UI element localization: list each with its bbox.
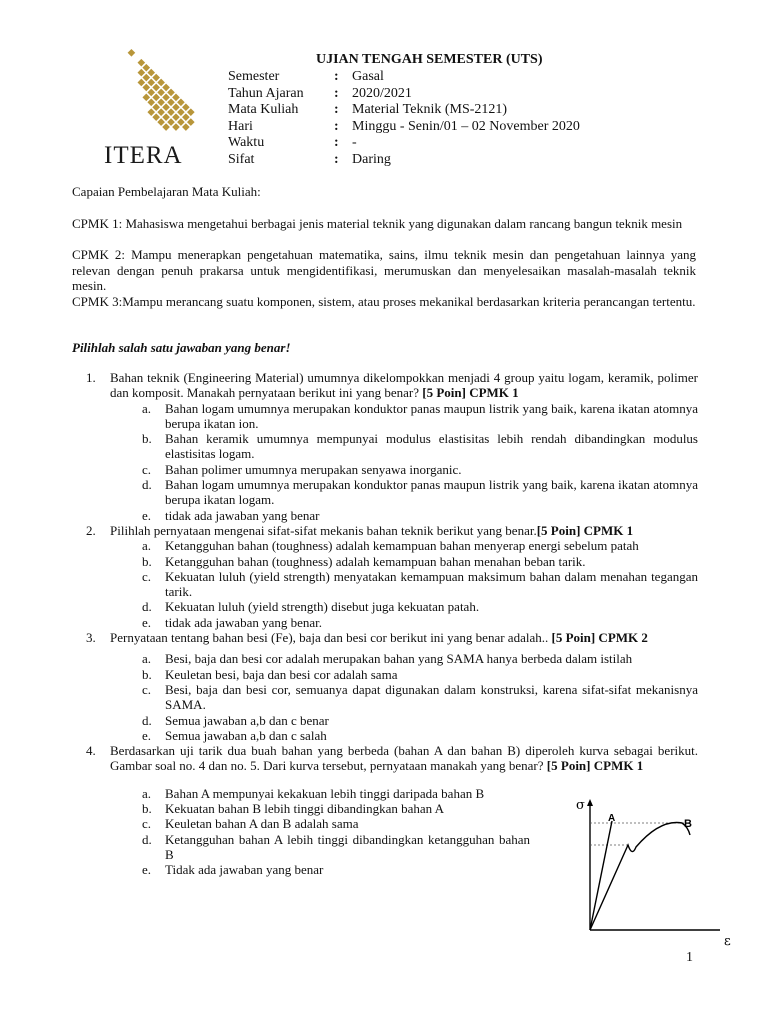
meta-value: Gasal <box>352 69 384 84</box>
meta-colon: : <box>334 69 339 84</box>
meta-label: Hari <box>228 118 253 134</box>
logo-cell <box>187 118 195 126</box>
option-text: Semua jawaban a,b dan c benar <box>165 712 329 728</box>
meta-colon: : <box>334 118 339 134</box>
meta-row-waktu <box>228 135 580 152</box>
option-text: Ketangguhan bahan (toughness) adalah kemampuan bahan menyerap energi sebelum patah <box>165 538 639 554</box>
logo-cell <box>177 118 185 126</box>
label-a: A <box>608 813 616 824</box>
option-list <box>110 786 530 878</box>
meta-row-sifat <box>228 152 580 169</box>
logo-cell <box>157 89 165 97</box>
logo-cell <box>128 49 136 57</box>
option-e[interactable] <box>110 615 698 630</box>
logo-cell <box>172 123 180 131</box>
meta-label: Mata Kuliah <box>228 102 299 117</box>
logo-cell <box>182 113 190 121</box>
option-c[interactable] <box>110 682 698 713</box>
label-b: B <box>684 818 692 830</box>
meta-value: Minggu - Senin/01 – 02 November 2020 <box>352 118 580 134</box>
option-letter: e. <box>142 727 152 743</box>
option-text: Bahan logam umumnya merupakan konduktor panas maupun listrik yang baik, karena ikatan atomnya berupa ikatan ion. <box>165 400 698 431</box>
option-c[interactable] <box>110 569 698 600</box>
option-text: tidak ada jawaban yang benar. <box>165 614 323 630</box>
logo-cell <box>142 84 150 92</box>
logo-cell <box>152 84 160 92</box>
option-letter: c. <box>142 681 152 697</box>
curve-a <box>590 821 612 930</box>
option-letter: d. <box>142 831 152 847</box>
option-letter: a. <box>142 538 152 554</box>
question-1 <box>72 370 698 523</box>
option-text: Semua jawaban a,b dan c salah <box>165 727 327 743</box>
option-text: Bahan logam umumnya merupakan konduktor panas maupun listrik yang baik, karena ikatan atomnya berupa ikatan logam. <box>165 477 698 508</box>
option-c[interactable] <box>110 462 698 477</box>
meta-row-hari <box>228 119 580 136</box>
option-letter: a. <box>142 785 152 801</box>
logo-text: ITERA <box>104 142 183 169</box>
curve-b <box>590 823 690 931</box>
logo-cell <box>152 94 160 102</box>
exam-title: UJIAN TENGAH SEMESTER (UTS) <box>316 52 543 67</box>
meta-value: Daring <box>352 151 391 167</box>
option-letter: d. <box>142 712 152 728</box>
meta-row-mata-kuliah <box>228 102 580 119</box>
question-2 <box>72 523 698 630</box>
option-e[interactable] <box>110 862 530 877</box>
option-b[interactable] <box>110 667 698 682</box>
logo-cell <box>138 79 146 87</box>
question-text <box>110 370 698 401</box>
cpmk-1: CPMK 1: Mahasiswa mengetahui berbagai jenis material teknik yang digunakan dalam rancang bangun teknik mesin <box>72 216 683 231</box>
logo-cell <box>152 103 160 111</box>
question-prompt: Pilihlah pernyataan mengenai sifat-sifat mekanis bahan teknik berikut yang benar. <box>110 522 537 538</box>
logo-cells <box>108 49 200 141</box>
logo-cell <box>147 89 155 97</box>
logo-cell <box>167 89 175 97</box>
logo-cell <box>162 113 170 121</box>
question-text <box>110 630 698 645</box>
question-prompt: Pernyataan tentang bahan besi (Fe), baja dan besi cor berikut ini yang benar adalah.. <box>110 630 552 646</box>
option-letter: d. <box>142 599 152 615</box>
logo-cell <box>147 79 155 87</box>
option-text: Ketangguhan bahan (toughness) adalah kemampuan bahan menahan beban tarik. <box>165 553 586 569</box>
option-letter: b. <box>142 553 152 569</box>
question-tag: [5 Poin] CPMK 1 <box>546 758 644 774</box>
option-a[interactable] <box>110 538 698 553</box>
option-letter: a. <box>142 651 152 667</box>
x-axis-symbol: ε <box>724 934 731 949</box>
logo-cell <box>157 79 165 87</box>
question-prompt: Bahan teknik (Engineering Material) umumnya dikelompokkan menjadi 4 group yaitu logam, keramik, polimer dan komposit. Manakah pernyataan berikut ini yang benar? <box>110 370 698 401</box>
logo-cell <box>167 108 175 116</box>
logo-cell <box>187 108 195 116</box>
exam-meta <box>228 69 580 168</box>
option-letter: c. <box>142 568 152 584</box>
meta-colon: : <box>334 102 339 117</box>
option-a[interactable] <box>110 651 698 666</box>
y-axis-symbol: σ <box>576 798 585 813</box>
option-e[interactable] <box>110 508 698 523</box>
question-number: 4. <box>86 743 96 759</box>
page-number: 1 <box>686 950 693 965</box>
logo-cell <box>142 64 150 72</box>
meta-row-semester <box>228 69 580 86</box>
logo-cell <box>177 98 185 106</box>
option-text: Kekuatan bahan B lebih tinggi dibandingkan bahan A <box>165 801 445 817</box>
logo-cell <box>167 98 175 106</box>
option-text: Besi, baja dan besi cor adalah merupakan bahan yang SAMA hanya berbeda dalam istilah <box>165 651 633 667</box>
option-b[interactable] <box>110 554 698 569</box>
option-text: Bahan A mempunyai kekakuan lebih tinggi daripada bahan B <box>165 785 485 801</box>
logo-cell <box>162 84 170 92</box>
option-text: Tidak ada jawaban yang benar <box>165 862 324 878</box>
meta-label: Sifat <box>228 151 255 167</box>
option-text: Keuletan bahan A dan B adalah sama <box>165 816 359 832</box>
option-b[interactable] <box>110 431 698 462</box>
stress-strain-figure <box>570 795 750 955</box>
meta-colon: : <box>334 85 339 101</box>
option-letter: b. <box>142 666 152 682</box>
meta-value: Material Teknik (MS-2121) <box>352 102 508 117</box>
question-tag: [5 Poin] CPMK 1 <box>536 522 634 538</box>
logo-cell <box>152 113 160 121</box>
option-letter: c. <box>142 461 152 477</box>
question-prompt: Berdasarkan uji tarik dua buah bahan yang berbeda (bahan A dan bahan B) diperoleh kurva sebagai berikut. Gambar soal no. 4 dan no. 5. Dari kurva tersebut, pernyataan manakah yang benar? <box>110 743 698 774</box>
instruction: Pilihlah salah satu jawaban yang benar! <box>72 340 291 355</box>
option-b[interactable] <box>110 801 530 816</box>
question-text <box>110 523 698 538</box>
meta-colon: : <box>334 151 339 167</box>
logo-cell <box>167 118 175 126</box>
option-text: Ketangguhan bahan A lebih tinggi dibandingkan ketangguhan bahan B <box>165 831 530 862</box>
logo-cell <box>142 94 150 102</box>
cpmk-2: CPMK 2: Mampu menerapkan pengetahuan matematika, sains, ilmu teknik mesin dan pengetahuan lainnya yang relevan dengan penuh prakarsa untuk mengidentifikasi, merumuskan dan menyelesaikan masalah-masalah teknik mesin. <box>72 247 696 293</box>
option-letter: b. <box>142 801 152 817</box>
intro-text: Capaian Pembelajaran Mata Kuliah: <box>72 184 261 199</box>
logo-cell <box>162 123 170 131</box>
question-3 <box>72 630 698 743</box>
option-d[interactable] <box>110 477 698 508</box>
logo-cell <box>172 94 180 102</box>
option-text: Keuletan besi, baja dan besi cor adalah sama <box>165 666 398 682</box>
option-a[interactable] <box>110 401 698 432</box>
logo-cell <box>157 98 165 106</box>
option-text: tidak ada jawaban yang benar <box>165 507 320 523</box>
option-letter: c. <box>142 816 152 832</box>
option-letter: b. <box>142 431 152 447</box>
option-letter: e. <box>142 862 152 878</box>
logo-cell <box>147 69 155 77</box>
question-text <box>110 743 698 774</box>
meta-value: 2020/2021 <box>352 85 412 101</box>
option-e[interactable] <box>110 728 698 743</box>
option-d[interactable] <box>110 832 530 863</box>
option-letter: e. <box>142 614 152 630</box>
meta-colon: : <box>334 135 339 150</box>
logo-cell <box>142 74 150 82</box>
logo-cell <box>182 123 190 131</box>
meta-row-tahun-ajaran <box>228 86 580 103</box>
option-text: Kekuatan luluh (yield strength) disebut juga kekuatan patah. <box>165 599 480 615</box>
cpmk-3: CPMK 3:Mampu merancang suatu komponen, sistem, atau proses mekanikal berdasarkan kriteria perancangan tertentu. <box>72 294 696 309</box>
y-axis-arrow <box>587 799 593 806</box>
meta-label: Tahun Ajaran <box>228 85 304 101</box>
option-letter: e. <box>142 507 152 523</box>
option-letter: a. <box>142 400 152 416</box>
logo-cell <box>152 74 160 82</box>
logo-cell <box>147 108 155 116</box>
meta-label: Semester <box>228 69 280 84</box>
question-tag: [5 Poin] CPMK 1 <box>422 385 519 401</box>
option-text: Besi, baja dan besi cor, semuanya dapat digunakan dalam konstruksi, karena sifat-sifat mekanisnya SAMA. <box>165 681 698 713</box>
option-letter: d. <box>142 477 152 493</box>
logo-cell <box>162 94 170 102</box>
logo-cell <box>138 59 146 67</box>
option-list <box>110 401 698 523</box>
logo-cell <box>172 113 180 121</box>
logo-cell <box>162 103 170 111</box>
logo-cell <box>172 103 180 111</box>
meta-label: Waktu <box>228 135 265 150</box>
question-number: 3. <box>86 630 96 646</box>
option-list <box>110 538 698 630</box>
option-d[interactable] <box>110 599 698 614</box>
question-tag: [5 Poin] CPMK 2 <box>551 630 648 646</box>
option-c[interactable] <box>110 816 530 831</box>
logo-cell <box>138 69 146 77</box>
logo-cell <box>157 118 165 126</box>
logo-cell <box>147 98 155 106</box>
option-text: Kekuatan luluh (yield strength) menyatakan kemampuan maksimum bahan dalam menahan tegangan tarik. <box>165 568 698 600</box>
option-text: Bahan polimer umumnya merupakan senyawa inorganic. <box>165 461 462 477</box>
logo-cell <box>177 108 185 116</box>
option-d[interactable] <box>110 713 698 728</box>
question-number: 2. <box>86 522 96 538</box>
logo-cell <box>157 108 165 116</box>
logo-cell <box>182 103 190 111</box>
option-list <box>110 651 698 743</box>
question-number: 1. <box>86 370 96 385</box>
meta-value: - <box>352 135 357 150</box>
option-a[interactable] <box>110 786 530 801</box>
option-text: Bahan keramik umumnya mempunyai modulus elastisitas lebih rendah dibandingkan modulus elastisitas logam. <box>165 431 698 462</box>
